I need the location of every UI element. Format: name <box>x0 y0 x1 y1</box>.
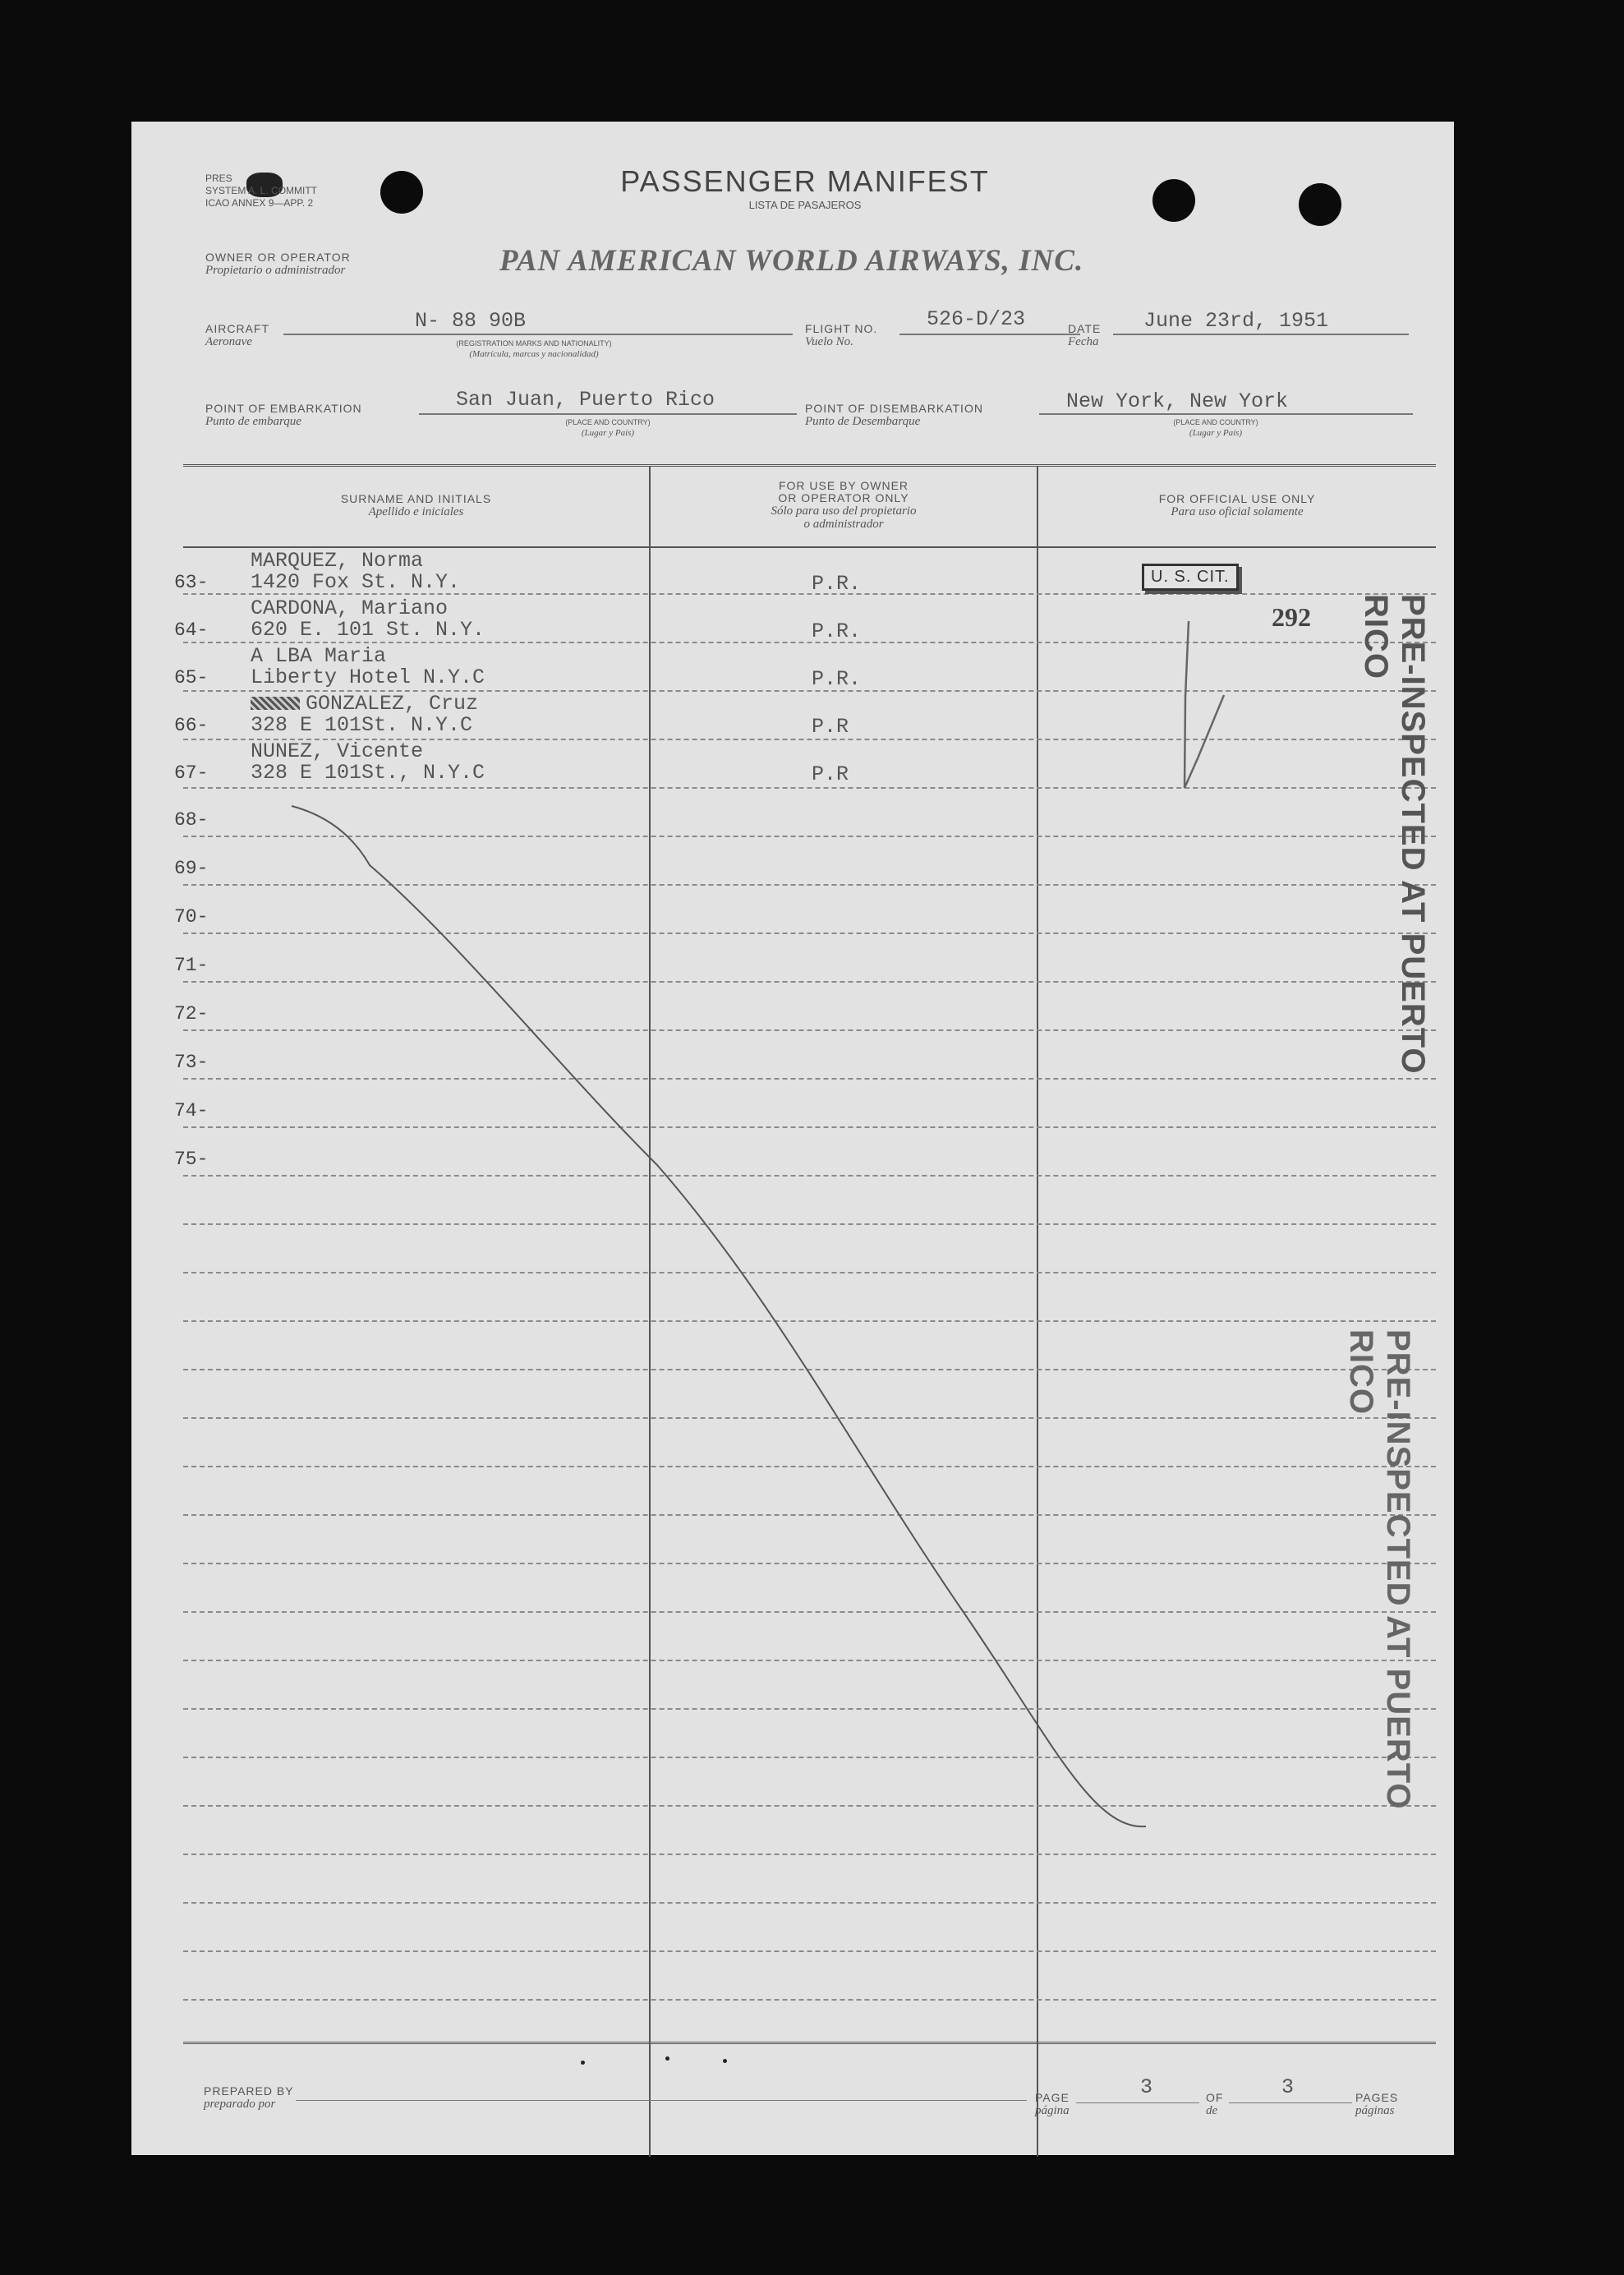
prepared-by-label-en: PREPARED BY <box>204 2084 294 2098</box>
owner-use-value: P.R. <box>812 667 862 691</box>
flight-label-en: FLIGHT NO. <box>805 322 878 335</box>
pages-label-en: PAGES <box>1355 2091 1399 2104</box>
passenger-name: CARDONA, Mariano <box>251 596 449 620</box>
column-header-owner-use-es1: Sólo para uso del propietario <box>771 504 917 518</box>
strike-through-line <box>292 806 1146 1826</box>
owner-use-value: P.R. <box>812 619 862 643</box>
passenger-name: NUNEZ, Vicente <box>251 739 424 763</box>
row-number: 66- <box>174 715 209 736</box>
page-total: 3 <box>1281 2075 1295 2099</box>
passenger-address: Liberty Hotel N.Y.C <box>251 665 485 689</box>
us-citizen-stamp-text: U. S. CIT. <box>1151 568 1230 586</box>
official-number: 292 <box>1272 602 1311 632</box>
owner-use-value: P.R <box>812 715 849 739</box>
of-label-es: de <box>1206 2104 1218 2117</box>
row-number: 69- <box>174 858 209 879</box>
prepared-by-label-es: preparado por <box>204 2098 276 2111</box>
aircraft-value: N- 88 90B <box>415 309 527 333</box>
row-number: 71- <box>174 955 209 976</box>
column-header-owner-use-l2: OR OPERATOR ONLY <box>778 491 909 504</box>
embark-label-es: Punto de embarque <box>205 415 301 428</box>
form-reference-line3: ICAO ANNEX 9—APP. 2 <box>205 197 314 209</box>
preinspection-stamp: PRE-INSPECTED AT PUERTO RICO <box>1358 594 1431 1075</box>
prepared-by-line <box>296 2100 1027 2101</box>
check-mark <box>1185 621 1224 788</box>
aircraft-note-en: (REGISTRATION MARKS AND NATIONALITY) <box>456 339 612 348</box>
form-reference-line1: PRES <box>205 173 232 184</box>
date-label-en: DATE <box>1068 322 1102 335</box>
pages-label-es: páginas <box>1355 2104 1395 2117</box>
column-header-surname-es: Apellido e iniciales <box>368 505 464 518</box>
owner-use-value: P.R <box>812 762 849 786</box>
embark-note-es: (Lugar y País) <box>581 428 635 438</box>
row-number: 67- <box>174 762 209 784</box>
ink-dot <box>723 2059 727 2063</box>
of-line <box>1229 2102 1352 2103</box>
row-number: 74- <box>174 1100 209 1121</box>
row-number: 68- <box>174 809 209 831</box>
row-number: 63- <box>174 572 209 593</box>
of-label-en: OF <box>1206 2091 1224 2104</box>
ink-dot <box>581 2061 585 2065</box>
page-line <box>1076 2102 1199 2103</box>
column-header-official-en: FOR OFFICIAL USE ONLY <box>1158 492 1316 505</box>
passenger-name: MARQUEZ, Norma <box>251 549 424 573</box>
date-value: June 23rd, 1951 <box>1143 309 1329 333</box>
owner-use-value: P.R. <box>812 572 862 596</box>
column-header-official-es: Para uso oficial solamente <box>1171 505 1304 518</box>
flight-label-es: Vuelo No. <box>805 335 853 348</box>
of-label <box>1206 2092 1223 2117</box>
embark-value: San Juan, Puerto Rico <box>456 388 715 412</box>
disembark-label-es: Punto de Desembarque <box>805 415 921 428</box>
page-number: 3 <box>1140 2075 1153 2099</box>
owner-label-es: Propietario o administrador <box>205 264 346 277</box>
owner-value: PAN AMERICAN WORLD AIRWAYS, INC. <box>499 244 1084 278</box>
owner-label-en: OWNER OR OPERATOR <box>205 251 351 264</box>
manifest-subtitle: LISTA DE PASAJEROS <box>748 199 862 211</box>
row-number: 64- <box>174 619 209 641</box>
prepared-by-label <box>204 2085 294 2111</box>
column-header-owner-use-es2: o administrador <box>803 518 884 531</box>
aircraft-label-en: AIRCRAFT <box>205 322 269 335</box>
disembark-value: New York, New York <box>1066 389 1289 413</box>
manifest-sheet <box>131 122 1454 2155</box>
date-label-es: Fecha <box>1068 335 1099 348</box>
form-reference-line2: SYSTEM A. L. COMMITT <box>205 185 318 196</box>
pencil-marks <box>131 122 1454 2155</box>
manifest-title: PASSENGER MANIFEST <box>620 164 990 198</box>
preinspection-stamp: PRE-INSPECTED AT PUERTO RICO <box>1343 1329 1416 1810</box>
column-header-owner-use-l1: FOR USE BY OWNER <box>778 479 909 492</box>
passenger-address: 620 E. 101 St. N.Y. <box>251 618 485 642</box>
embark-label-en: POINT OF EMBARKATION <box>205 402 362 415</box>
row-number: 65- <box>174 667 209 688</box>
passenger-address: 328 E 101St. N.Y.C <box>251 713 473 737</box>
passenger-name: GONZALEZ, Cruz <box>306 692 479 716</box>
passenger-address: 1420 Fox St. N.Y. <box>251 570 461 594</box>
row-number: 70- <box>174 906 209 928</box>
pages-label <box>1355 2092 1398 2117</box>
disembark-note-es: (Lugar y País) <box>1189 428 1243 438</box>
ink-dot <box>665 2056 669 2061</box>
page-label-en: PAGE <box>1035 2091 1070 2104</box>
aircraft-note-es: (Matrícula, marcas y nacionalidad) <box>469 349 599 359</box>
passenger-address: 328 E 101St., N.Y.C <box>251 761 485 785</box>
disembark-label-en: POINT OF DISEMBARKATION <box>805 402 983 415</box>
column-header-surname-en: SURNAME AND INITIALS <box>340 492 492 505</box>
row-number: 75- <box>174 1149 209 1170</box>
embark-note-en: (PLACE AND COUNTRY) <box>565 418 651 426</box>
page-label <box>1035 2092 1070 2117</box>
aircraft-label-es: Aeronave <box>205 335 252 348</box>
page-label-es: página <box>1035 2104 1070 2117</box>
row-number: 72- <box>174 1003 209 1025</box>
passenger-name: A LBA Maria <box>251 644 387 668</box>
row-number: 73- <box>174 1052 209 1073</box>
disembark-note-en: (PLACE AND COUNTRY) <box>1173 418 1258 426</box>
flight-value: 526-D/23 <box>927 307 1026 331</box>
